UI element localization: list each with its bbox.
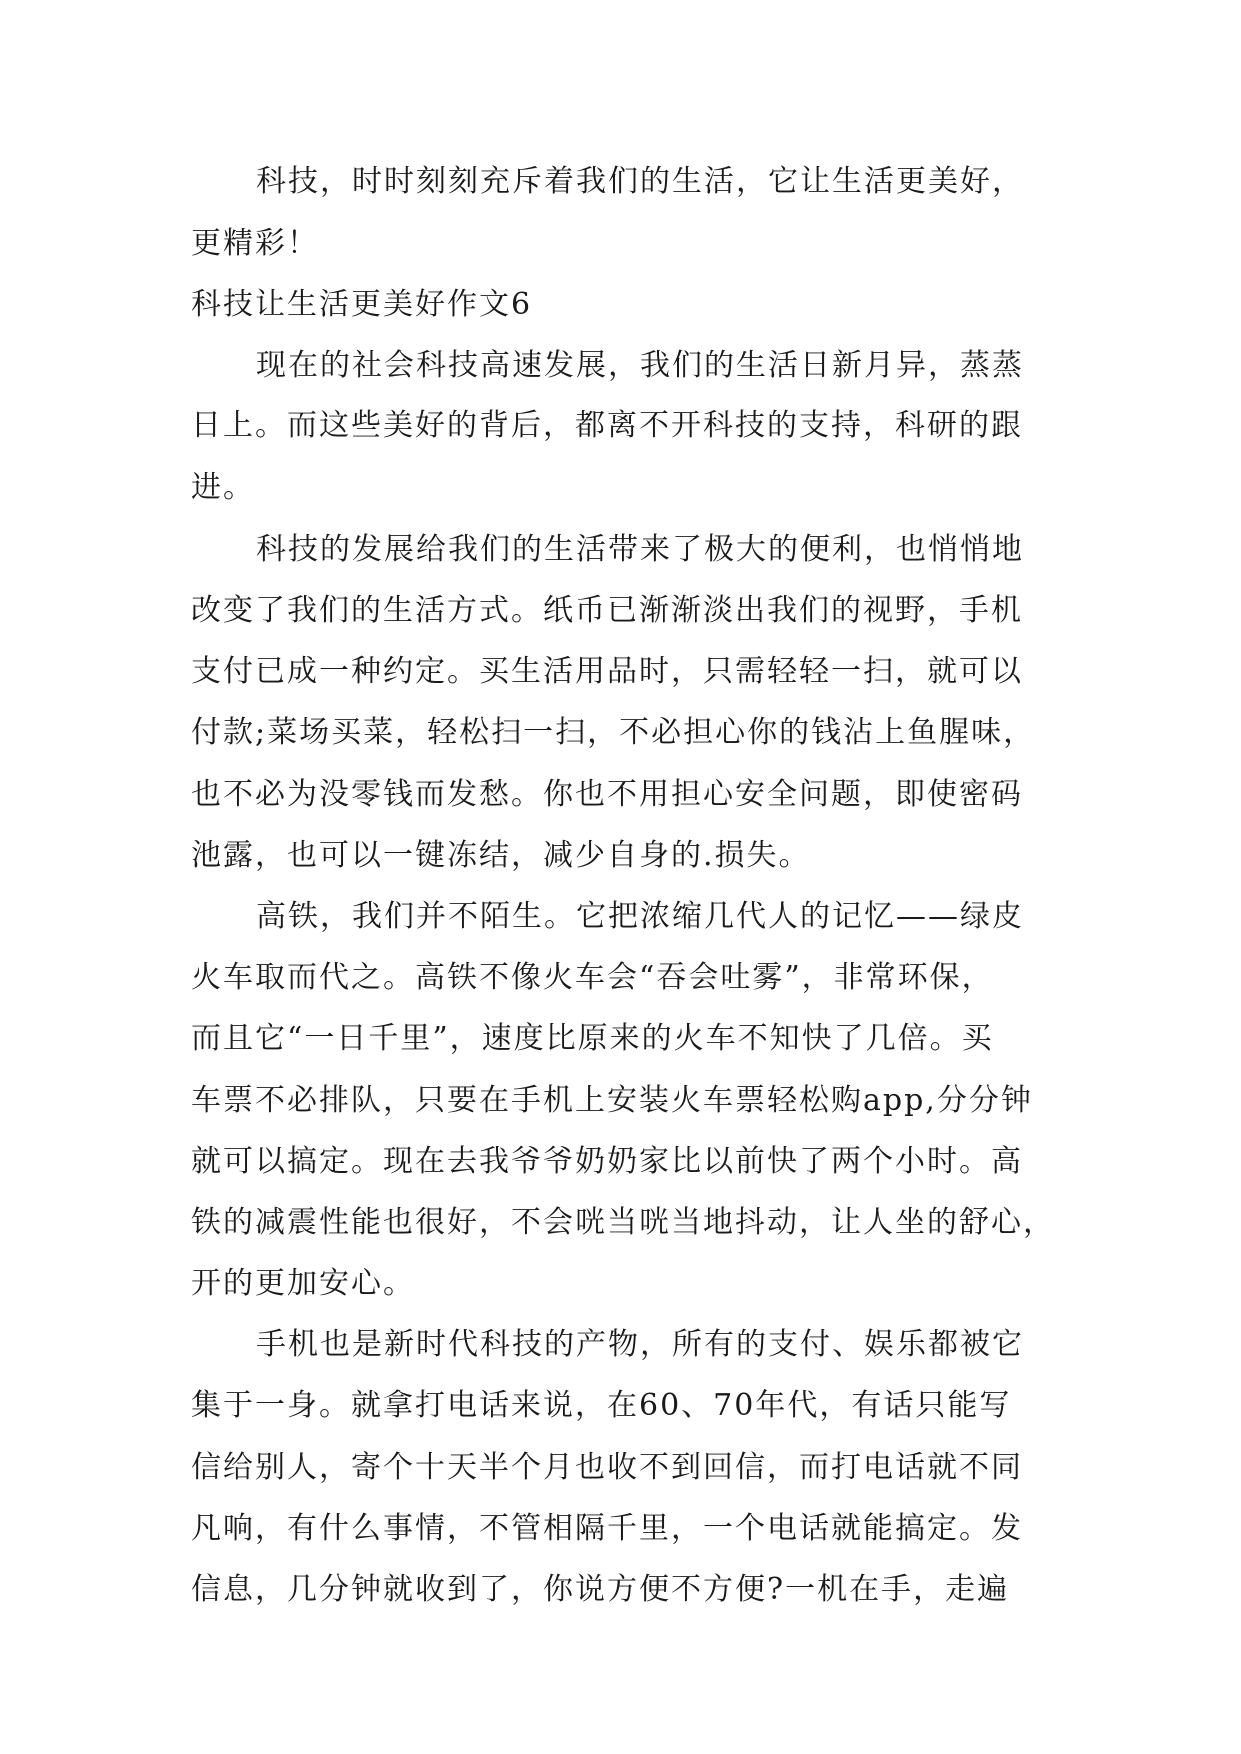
paragraph-line: 高铁，我们并不陌生。它把浓缩几代人的记忆——绿皮 [256, 899, 1024, 934]
paragraph-line: 现在的社会科技高速发展，我们的生活日新月异，蒸蒸 [256, 348, 1024, 383]
paragraph-line: 铁的减震性能也很好，不会咣当咣当地抖动，让人坐的舒心， [191, 1205, 1055, 1240]
paragraph-line: 进。 [191, 470, 255, 505]
article-heading: 科技让生活更美好作文6 [191, 287, 533, 322]
paragraph-line: 科技，时时刻刻充斥着我们的生活，它让生活更美好， [256, 164, 1024, 199]
paragraph-line: 信给别人，寄个十天半个月也收不到回信，而打电话就不同 [191, 1450, 1023, 1485]
paragraph-line: 火车取而代之。高铁不像火车会“吞会吐雾”，非常环保， [191, 960, 994, 995]
paragraph-line: 就可以搞定。现在去我爷爷奶奶家比以前快了两个小时。高 [191, 1144, 1023, 1179]
paragraph-line: 车票不必排队，只要在手机上安装火车票轻松购app,分分钟 [191, 1083, 1033, 1118]
paragraph-line: 科技的发展给我们的生活带来了极大的便利，也悄悄地 [256, 532, 1024, 567]
paragraph-line: 更精彩！ [191, 226, 319, 261]
paragraph-line: 池露，也可以一键冻结，减少自身的.损失。 [191, 838, 811, 873]
paragraph-line: 支付已成一种约定。买生活用品时，只需轻轻一扫，就可以 [191, 654, 1023, 689]
paragraph-line: 凡响，有什么事情，不管相隔千里，一个电话就能搞定。发 [191, 1511, 1023, 1546]
paragraph-line: 手机也是新时代科技的产物，所有的支付、娱乐都被它 [256, 1327, 1024, 1362]
paragraph-line: 信息，几分钟就收到了，你说方便不方便?一机在手，走遍 [191, 1572, 1010, 1607]
paragraph-line: 改变了我们的生活方式。纸币已渐渐淡出我们的视野，手机 [191, 593, 1023, 628]
paragraph-line: 集于一身。就拿打电话来说，在60、70年代，有话只能写 [191, 1388, 1012, 1423]
paragraph-line: 日上。而这些美好的背后，都离不开科技的支持，科研的跟 [191, 408, 1023, 443]
paragraph-line: 而且它“一日千里”，速度比原来的火车不知快了几倍。买 [191, 1021, 994, 1056]
paragraph-line: 付款;菜场买菜，轻松扫一扫，不必担心你的钱沾上鱼腥味， [191, 715, 1036, 750]
paragraph-line: 开的更加安心。 [191, 1266, 415, 1301]
paragraph-line: 也不必为没零钱而发愁。你也不用担心安全问题，即使密码 [191, 777, 1023, 812]
